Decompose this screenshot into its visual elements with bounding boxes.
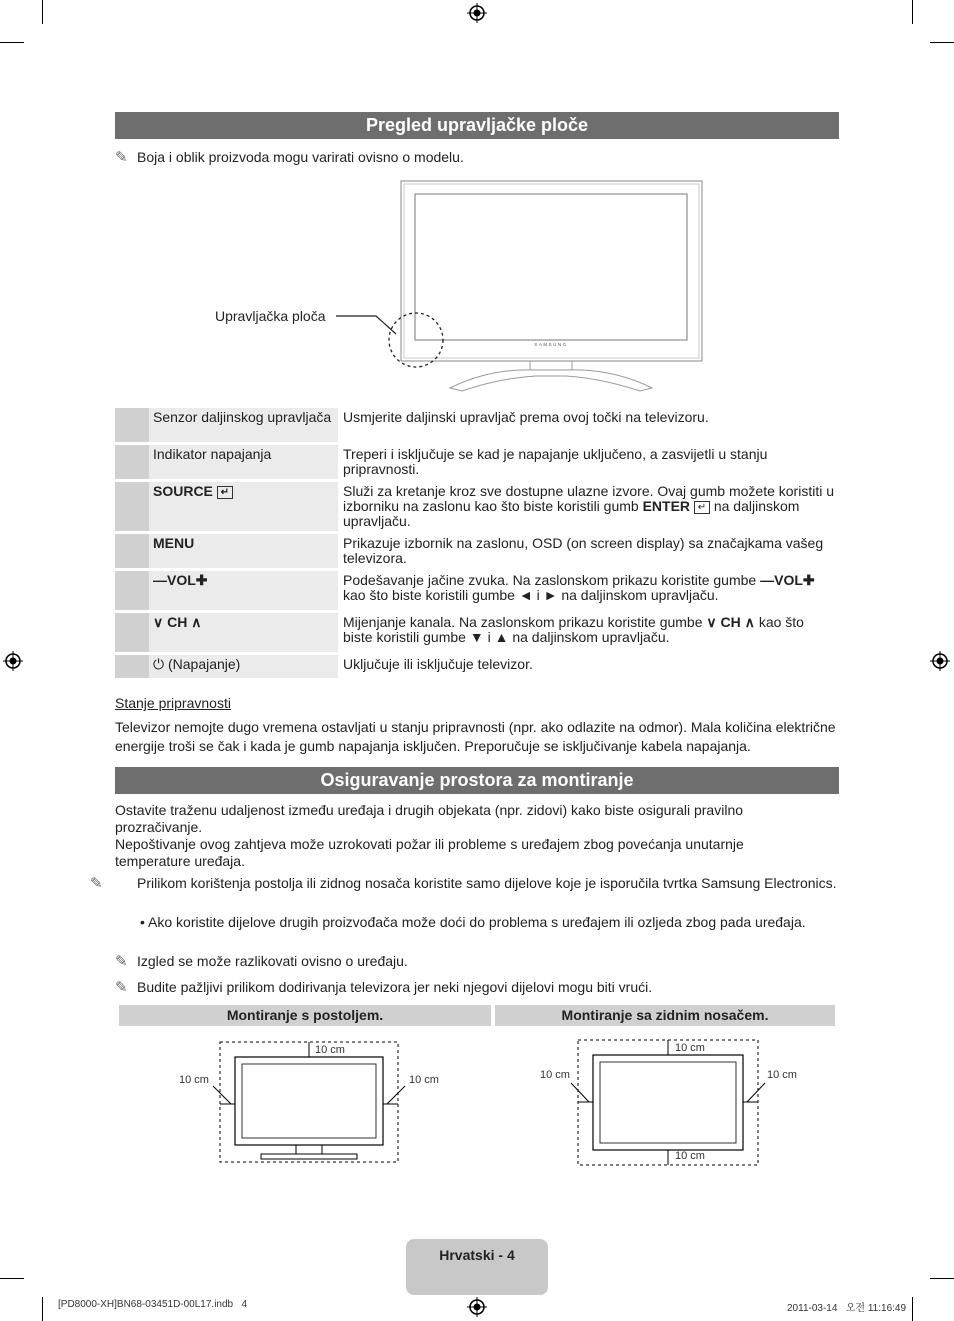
- control-desc: Služi za kretanje kroz sve dostupne ulazne izvore. Ovaj gumb možete koristiti u izborniku na zaslonu kao što biste koristili gumb ENTER ↵ na daljinskom upravljaču.: [343, 483, 835, 529]
- plus-icon: ✚: [802, 572, 815, 588]
- control-name-source: SOURCE ↵: [153, 484, 338, 499]
- mount-note-1: ✎ Prilikom korištenja postolja ili zidnog nosača koristite samo dijelove koje je isporučila tvrtka Samsung Electronics.: [90, 875, 837, 892]
- plus-icon: ✚: [195, 572, 208, 588]
- crop-mark: [0, 1278, 24, 1279]
- chevron-up-icon: ∧: [191, 614, 202, 630]
- section-title-mounting: Osiguravanje prostora za montiranje: [115, 767, 839, 794]
- crop-mark: [912, 0, 913, 24]
- mount-wall-header: Montiranje sa zidnim nosačem.: [495, 1005, 835, 1026]
- mount-text-2: Nepoštivanje ovog zahtjeva može uzrokovati požar ili probleme s uređajem zbog povećanja unutarnje temperature uređaja.: [115, 836, 744, 869]
- note-pencil-icon: ✎: [115, 953, 128, 970]
- registration-mark-icon: [467, 3, 487, 23]
- table-row: [115, 408, 839, 442]
- control-name-power: ⏻ (Napajanje): [153, 656, 241, 672]
- stand-mount-diagram: [175, 1035, 435, 1165]
- crop-mark: [930, 1278, 954, 1279]
- note-pencil-icon: ✎: [115, 149, 128, 166]
- stand-left-distance: 10 cm: [179, 1074, 209, 1086]
- mount-note-2: ✎ Izgled se može razlikovati ovisno o uređaju.: [115, 953, 408, 970]
- mount-text-1: Ostavite traženu udaljenost između uređaja i drugih objekata (npr. zidovi) kako biste osigurali pravilno prozračivanje.: [115, 802, 744, 835]
- control-desc: Prikazuje izbornik na zaslonu, OSD (on screen display) sa značajkama vašeg televizora.: [343, 535, 824, 566]
- table-row: [115, 613, 839, 652]
- note-pencil-icon: ✎: [115, 979, 128, 996]
- footer-file-name: [PD8000-XH]BN68-03451D-00L17.indb 4: [58, 1299, 248, 1310]
- brand-logo: SAMSUNG: [534, 342, 568, 347]
- wall-bottom-distance: 10 cm: [675, 1150, 705, 1162]
- wall-mount-diagram: [535, 1035, 795, 1170]
- wall-top-distance: 10 cm: [675, 1042, 705, 1054]
- control-desc: Podešavanje jačine zvuka. Na zaslonskom prikazu koristite gumbe —VOL✚ kao što biste koristili gumbe ◄ i ► na daljinskom upravljaču.: [343, 572, 815, 603]
- stand-top-distance: 10 cm: [315, 1044, 345, 1056]
- note-pencil-icon: ✎: [90, 875, 103, 892]
- control-desc: Uključuje ili isključuje televizor.: [343, 656, 533, 672]
- chevron-down-icon: ∨: [706, 614, 717, 630]
- footer-date: 2011-03-14 오전 11:16:49: [787, 1303, 907, 1314]
- minus-icon: —: [153, 572, 167, 588]
- wall-right-distance: 10 cm: [767, 1069, 797, 1081]
- standby-text: Televizor nemojte dugo vremena ostavljati u stanju pripravnosti (npr. ako odlazite na odmor). Mala količina električne energije troši se čak i kada je gumb napajanja isključen. Preporučuje se isključivanje kabela napajanja.: [115, 719, 836, 754]
- crop-mark: [912, 1297, 913, 1321]
- power-icon: ⏻: [153, 656, 165, 672]
- section-title-control-panel: Pregled upravljačke ploče: [115, 112, 839, 139]
- control-desc: Treperi i isključuje se kad je napajanje uključeno, a zasvijetli u stanju pripravnosti.: [343, 446, 768, 477]
- control-name-vol: —VOL✚: [153, 572, 208, 588]
- standby-heading: Stanje pripravnosti: [115, 695, 231, 711]
- enter-icon: ↵: [217, 486, 233, 499]
- registration-mark-icon: [467, 1297, 487, 1317]
- crop-mark: [0, 42, 24, 43]
- registration-mark-icon: [930, 651, 950, 671]
- control-desc: Mijenjanje kanala. Na zaslonskom prikazu koristite gumbe ∨ CH ∧ kao što biste koristili gumbe ▼ i ▲ na daljinskom upravljaču.: [343, 614, 804, 645]
- mount-bullet: • Ako koristite dijelove drugih proizvođača može doći do problema s uređajem ili ozljeda zbog pada uređaja.: [140, 914, 806, 930]
- crop-mark: [42, 0, 43, 24]
- enter-icon: ↵: [694, 501, 710, 514]
- control-desc: Usmjerite daljinski upravljač prema ovoj točki na televizoru.: [343, 409, 709, 425]
- bullet-icon: •: [140, 914, 145, 930]
- minus-icon: —: [760, 572, 775, 588]
- callout-control-panel: Upravljačka ploča: [215, 308, 326, 324]
- note-color-variation: ✎ Boja i oblik proizvoda mogu varirati ovisno o modelu.: [115, 149, 464, 166]
- table-row: [115, 534, 839, 568]
- control-name: Senzor daljinskog upravljača: [153, 409, 332, 425]
- control-name: MENU: [153, 535, 195, 551]
- wall-left-distance: 10 cm: [540, 1069, 570, 1081]
- stand-right-distance: 10 cm: [409, 1074, 439, 1086]
- crop-mark: [42, 1297, 43, 1321]
- table-row: [115, 655, 839, 678]
- control-name-ch: ∨ CH ∧: [153, 614, 202, 630]
- page-number-tab: Hrvatski - 4: [406, 1239, 548, 1295]
- crop-mark: [930, 42, 954, 43]
- registration-mark-icon: [3, 651, 23, 671]
- chevron-up-icon: ∧: [744, 614, 755, 630]
- table-row: [115, 571, 839, 610]
- control-name: Indikator napajanja: [153, 446, 272, 462]
- mount-note-3: ✎ Budite pažljivi prilikom dodirivanja televizora jer neki njegovi dijelovi mogu biti vrući.: [115, 979, 653, 996]
- mount-stand-header: Montiranje s postoljem.: [119, 1005, 491, 1026]
- chevron-down-icon: ∨: [153, 614, 164, 630]
- table-row: [115, 445, 839, 479]
- tv-front-illustration: [200, 178, 720, 398]
- table-row: [115, 482, 839, 531]
